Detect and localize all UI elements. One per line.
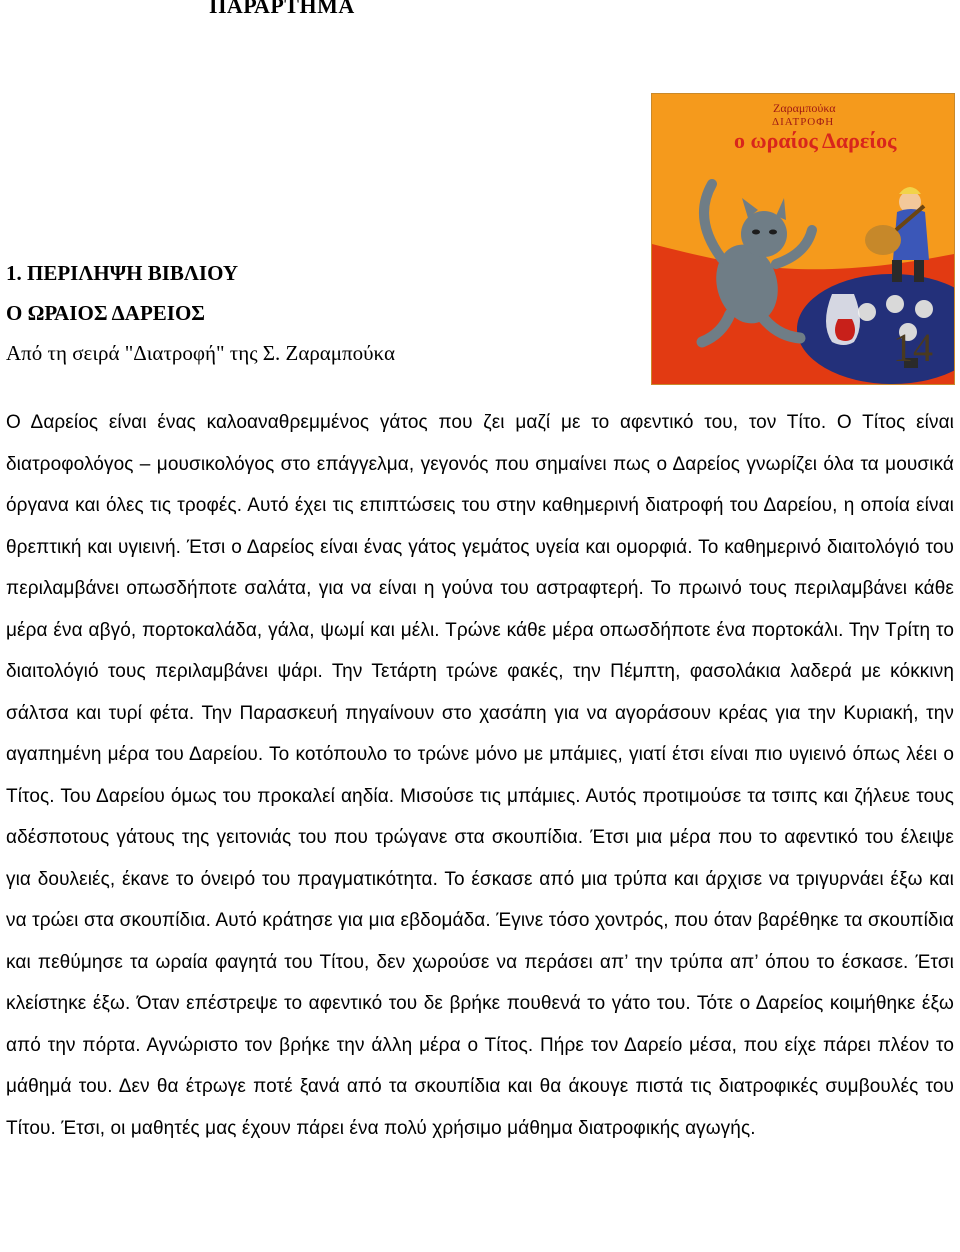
book-title-heading: Ο ΩΡΑΙΟΣ ΔΑΡΕΙΟΣ (6, 301, 206, 325)
cover-plate (886, 295, 904, 313)
series-attribution: Από τη σειρά "Διατροφή" της Σ. Ζαραμπούκα (6, 341, 395, 365)
section-heading-number: 1. ΠΕΡΙΛΗΨΗ ΒΙΒΛΙΟΥ (6, 261, 239, 285)
appendix-title: ΠΑΡΑΡΤΗΜΑ (209, 0, 355, 18)
cover-plate (915, 300, 933, 318)
cover-musician-leg (892, 260, 902, 282)
cover-plate (858, 303, 876, 321)
cover-wine (835, 319, 855, 341)
summary-paragraph: Ο Δαρείος είναι ένας καλοαναθρεμμένος γάτος που ζει μαζί με το αφεντικό του, τον Τίτο. Ο Τίτος είναι διατροφολόγος – μουσικολόγος στο επάγγελμα, γεγονός που σημαίνει πως ο Δαρείος γνωρίζει όλα τα μουσικά όργανα και όλες τις τροφές. Αυτό έχει τις επιπτώσεις του στην καθημερινή διατροφή του Δαρείου, η οποία είναι θρεπτική και υγιεινή. Έτσι ο Δαρείος είναι ένας γάτος γεμάτος υγεία και ομορφιά. Το καθημερινό διαιτολόγιό του περιλαμβάνει οπωσδήποτε σαλάτα, για να είναι η γούνα του αστραφτερή. Το πρωινό τους περιλαμβάνει κάθε μέρα ένα αβγό, πορτοκαλάδα, γάλα, ψωμί και μέλι. Τρώνε κάθε μέρα οπωσδήποτε ένα πορτοκάλι. Την Τρίτη το διαιτολόγιό τους περιλαμβάνει ψάρι. Την Τετάρτη τρώνε φακές, την Πέμπτη, φασολάκια λαδερά με κόκκινη σάλτσα και τυρί φέτα. Την Παρασκευή πηγαίνουν στο χασάπη για να αγοράσουν κρέας για την Κυριακή, την αγαπημένη μέρα του Δαρείου. Το κοτόπουλο το τρώνε μόνο με μπάμιες, γιατί έτσι είναι πιο υγιεινό όπως λέει ο Τίτος. Του Δαρείου όμως του προκαλεί αηδία. Μισούσε τις μπάμιες. Αυτός προτιμούσε τα τσιπς και ζήλευε τους αδέσποτους γάτους της γειτονιάς του που τρώγανε στα σκουπίδια. Έτσι μια μέρα που το αφεντικό του έλειψε για δουλειές, έκανε το όνειρό του πραγματικότητα. Το έσκασε από μια τρύπα και άρχισε να τριγυρνάει έξω και να τρώει στα σκουπίδια. Αυτό κράτησε για μια εβδομάδα. Έγινε τόσο χοντρός, που όταν βαρέθηκε τα σκουπίδια και πεθύμησε τα ωραία φαγητά του Τίτου, δεν χωρούσε να περάσει απ’ την τρύπα απ’ όπου το έσκασε. Έτσι κλείστηκε έξω. Όταν επέστρεψε το αφεντικό του δε βρήκε πουθενά το γάτο του. Τότε ο Δαρείος κοιμήθηκε έξω από την πόρτα. Αγνώριστο τον βρήκε την άλλη μέρα ο Τίτος. Πήρε τον Δαρείο μέσα, που είχε πάρει πλέον το μάθημά του. Δεν θα έτρωγε ποτέ ξανά από τα σκουπίδια και θα άκουγε πιστά τις διατροφικές συμβουλές του Τίτου. Έτσι, οι μαθητές μας έχουν πάρει ένα πολύ χρήσιμο μάθημα διατροφικής αγωγής. (6, 412, 954, 1139)
book-summary-heading (6, 253, 238, 333)
page-number: 14 (893, 325, 933, 370)
cover-cat-eye (769, 230, 777, 235)
cover-musician-leg (914, 260, 924, 282)
cover-cat-eye (752, 230, 760, 235)
cover-cat-head (741, 211, 787, 257)
cover-author: Ζαραμπούκα (773, 101, 836, 115)
cover-title: ο ωραίος Δαρείος (734, 128, 897, 153)
cover-series: ΔΙΑΤΡΟΦΗ (772, 116, 835, 128)
